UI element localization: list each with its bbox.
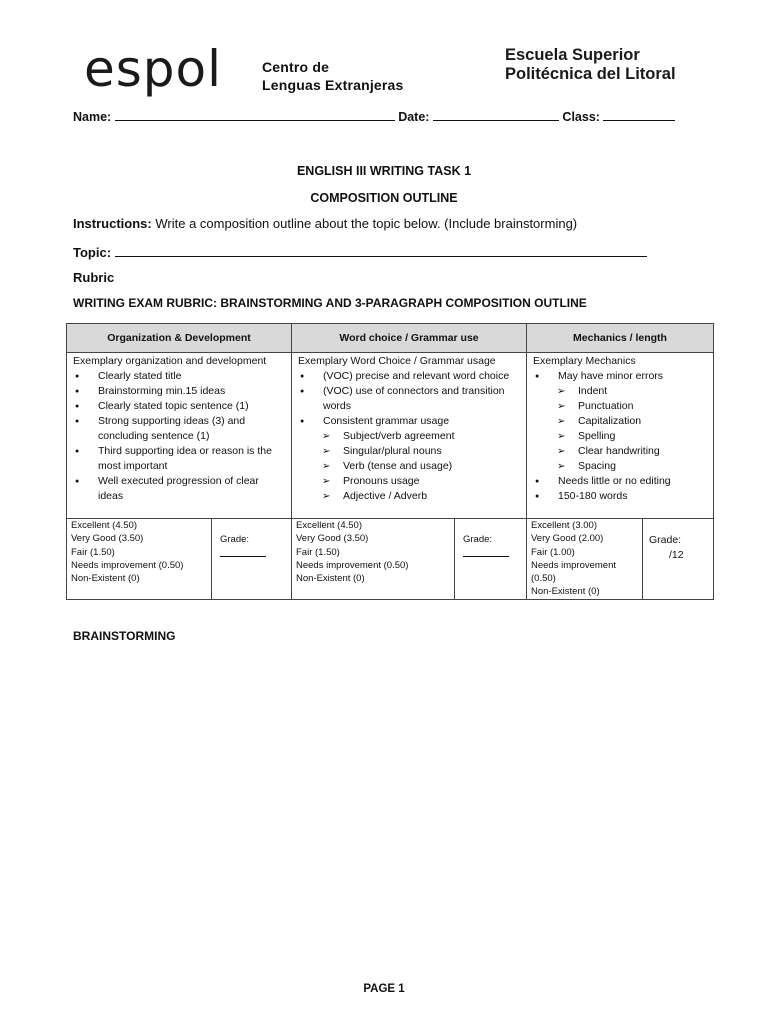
scale-line: Fair (1.50): [296, 546, 340, 558]
sub-list-item: ➢ Subject/verb agreement: [298, 429, 520, 444]
list-item: ● May have minor errors: [533, 369, 707, 384]
scale-line: Excellent (4.50): [296, 520, 363, 531]
list-item: ● Strong supporting ideas (3) and concluding sentence (1): [73, 414, 285, 444]
list-item: ● Brainstorming min.15 ideas: [73, 384, 285, 399]
class-label: Class:: [562, 110, 600, 124]
scale-line: Very Good (3.50): [71, 533, 144, 545]
scale-line: Fair (1.50): [71, 546, 115, 558]
list-item: ● Well executed progression of clear ideas: [73, 474, 285, 504]
scale-line: Needs improvement (0.50): [71, 559, 184, 571]
scale-line: Fair (1.00): [531, 546, 575, 558]
header-mechanics: Mechanics / length: [527, 324, 714, 353]
rubric-table: [66, 323, 714, 600]
grade-word-choice: [455, 519, 527, 600]
grade-label: Grade:: [463, 534, 493, 545]
grade-total-value: /12: [669, 549, 684, 561]
name-label: Name:: [73, 110, 112, 124]
centro-lenguas-title: [262, 58, 404, 94]
grade-label: Grade:: [220, 534, 250, 545]
task-title: ENGLISH III WRITING TASK 1: [296, 164, 472, 178]
topic-field[interactable]: [115, 244, 647, 257]
brainstorming-heading: BRAINSTORMING: [73, 629, 176, 643]
outline-title: COMPOSITION OUTLINE: [310, 191, 458, 205]
instructions-label: Instructions:: [73, 216, 152, 231]
criteria-organization: [67, 353, 292, 519]
sub-list-item: ➢ Indent: [533, 384, 707, 399]
rubric-header-row: [67, 324, 714, 353]
list-item: ● 150-180 words: [533, 489, 707, 504]
centro-line-1: Centro de: [262, 59, 330, 75]
rubric-title: WRITING EXAM RUBRIC: BRAINSTORMING AND 3-PARAGRAPH COMPOSITION OUTLINE: [73, 296, 587, 310]
sub-list-item: ➢ Singular/plural nouns: [298, 444, 520, 459]
date-label: Date:: [398, 110, 430, 124]
instructions: [73, 216, 577, 231]
criteria-mechanics-list: [533, 369, 707, 504]
page-number: PAGE 1: [363, 983, 405, 995]
topic-row: [73, 244, 647, 260]
scale-line: Needs improvement: [531, 559, 617, 571]
centro-line-2: Lenguas Extranjeras: [262, 77, 404, 93]
header-word-choice: Word choice / Grammar use: [292, 324, 527, 353]
criteria-word-choice-intro: Exemplary Word Choice / Grammar usage: [298, 355, 496, 367]
scale-mechanics: [527, 519, 643, 600]
espol-logo-text: espol: [84, 44, 223, 98]
criteria-mechanics-intro: Exemplary Mechanics: [533, 355, 636, 367]
escuela-line-1: Escuela Superior: [505, 46, 640, 64]
sub-list-item: ➢ Spelling: [533, 429, 707, 444]
scale-line: Very Good (3.50): [296, 533, 369, 545]
grade-total: [643, 519, 714, 600]
list-item: ● Consistent grammar usage: [298, 414, 520, 429]
scale-line: Non-Existent (0): [531, 586, 600, 598]
scale-line: Non-Existent (0): [296, 573, 365, 585]
rubric-scale-row: [67, 519, 714, 600]
sub-list-item: ➢ Pronouns usage: [298, 474, 520, 489]
scale-line: (0.50): [531, 573, 556, 585]
list-item: ● (VOC) precise and relevant word choice: [298, 369, 520, 384]
escuela-line-2: Politécnica del Litoral: [505, 65, 676, 83]
list-item: ● Clearly stated topic sentence (1): [73, 399, 285, 414]
rubric-criteria-row: [67, 353, 714, 519]
escuela-title: [505, 46, 676, 84]
scale-line: Needs improvement (0.50): [296, 559, 409, 571]
criteria-organization-list: [73, 369, 285, 504]
grade-word-choice-field[interactable]: [463, 546, 509, 557]
class-field[interactable]: [603, 108, 675, 121]
sub-list-item: ➢ Punctuation: [533, 399, 707, 414]
grade-organization: [212, 519, 292, 600]
sub-list-item: ➢ Verb (tense and usage): [298, 459, 520, 474]
sub-list-item: ➢ Clear handwriting: [533, 444, 707, 459]
scale-organization: [67, 519, 212, 600]
instructions-text: Write a composition outline about the topic below. (Include brainstorming): [155, 216, 578, 231]
name-field[interactable]: [115, 108, 395, 121]
header-organization: Organization & Development: [67, 324, 292, 353]
topic-label: Topic:: [73, 245, 112, 260]
list-item: ● Clearly stated title: [73, 369, 285, 384]
sub-list-item: ➢ Capitalization: [533, 414, 707, 429]
scale-line: Non-Existent (0): [71, 573, 140, 585]
date-field[interactable]: [433, 108, 559, 121]
list-item: ● Needs little or no editing: [533, 474, 707, 489]
criteria-word-choice: [292, 353, 527, 519]
scale-line: Very Good (2.00): [531, 533, 604, 545]
list-item: ● (VOC) use of connectors and transition words: [298, 384, 520, 414]
espol-logo: [84, 44, 234, 106]
grade-organization-field[interactable]: [220, 546, 266, 557]
criteria-mechanics: [527, 353, 714, 519]
scale-word-choice: [292, 519, 455, 600]
scale-line: Excellent (4.50): [71, 520, 138, 531]
sub-list-item: ➢ Adjective / Adverb: [298, 489, 520, 504]
sub-list-item: ➢ Spacing: [533, 459, 707, 474]
scale-line: Excellent (3.00): [531, 520, 598, 531]
name-date-class-row: [73, 108, 675, 124]
grade-label: Grade:: [649, 534, 682, 546]
criteria-organization-intro: Exemplary organization and development: [73, 355, 267, 367]
criteria-word-choice-list: [298, 369, 520, 504]
list-item: ● Third supporting idea or reason is the most important: [73, 444, 285, 474]
rubric-heading: Rubric: [73, 270, 115, 285]
